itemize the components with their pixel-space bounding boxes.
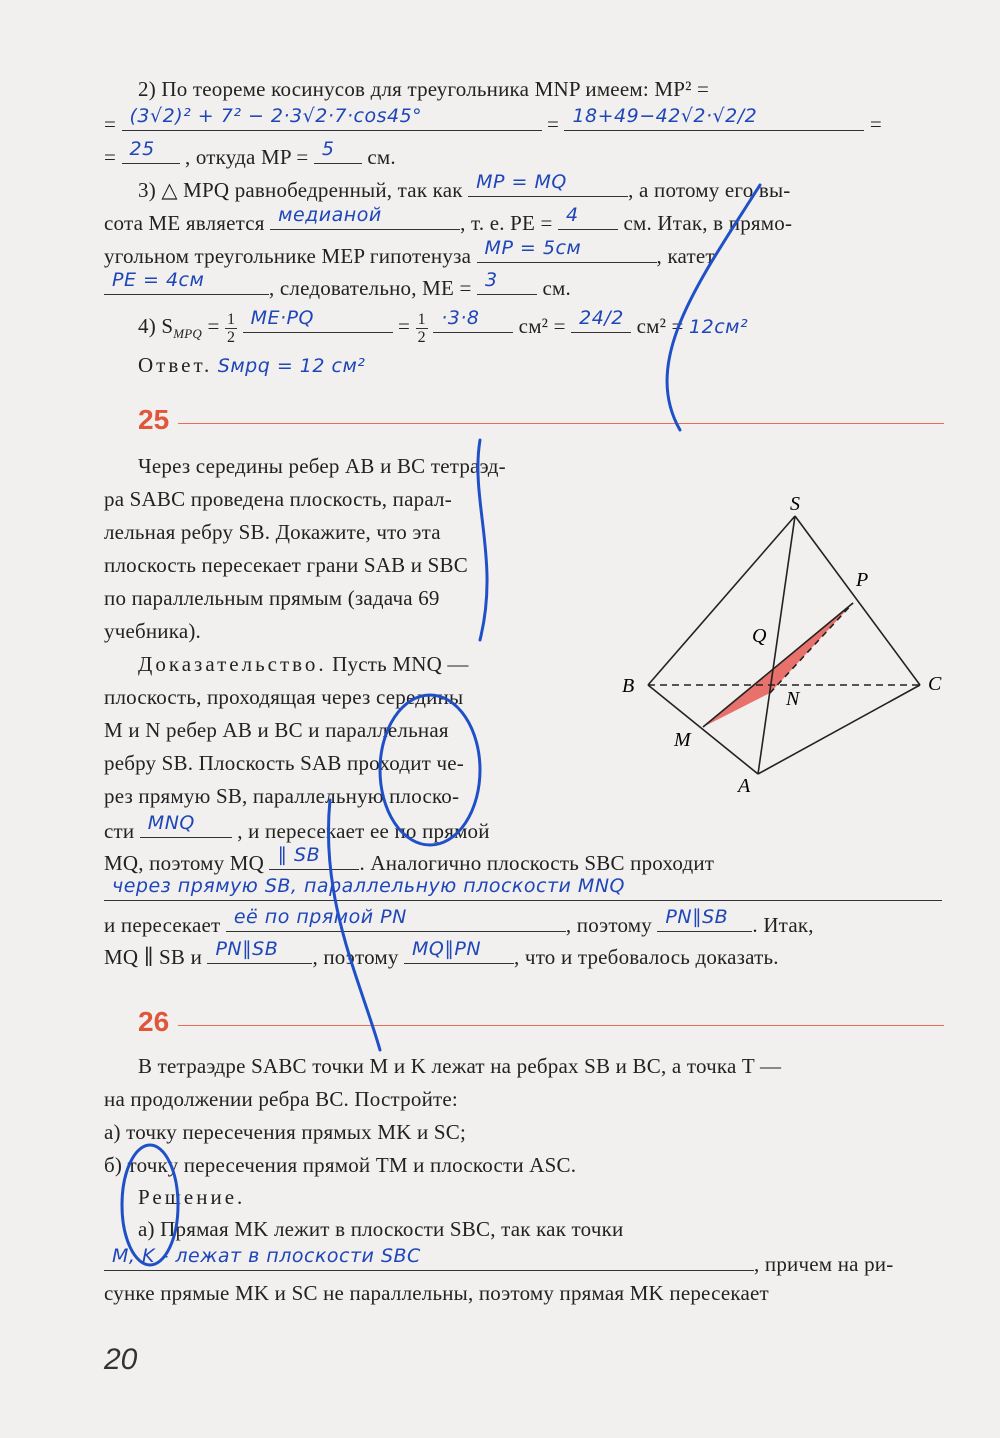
fraction-half [416, 311, 428, 346]
solution-label: Решение. [138, 1185, 246, 1209]
ex24-line-1: 2) По теореме косинусов для треугольника MNP имеем: MP² = [138, 77, 710, 101]
label-n: N [786, 688, 800, 710]
eq-blank [468, 171, 628, 197]
handwritten-points: M, K - лежат в плоскости SBC [112, 1245, 421, 1267]
header-rule [178, 423, 944, 424]
pnsb-blank [207, 938, 312, 964]
ex26-line-a2 [104, 1245, 894, 1277]
text-line: ра SABC проведена плоскость, парал- [104, 487, 452, 511]
header-rule [178, 1025, 944, 1026]
text: MQ, поэтому MQ [104, 851, 265, 875]
hyp-blank [477, 237, 657, 263]
text: , т. е. PE = [460, 211, 553, 235]
text: . Аналогично плоскость SBC проходит [359, 851, 715, 875]
ex26-line-a: а) Прямая MK лежит в плоскости SBC, так как точки [138, 1217, 624, 1241]
handwritten-calc-3: ·3·8 [441, 307, 480, 329]
text-line: на продолжении ребра BC. Постройте: [104, 1087, 458, 1111]
ex24-line-2 [104, 105, 882, 137]
text-line: ребру SB. Плоскость SAB проходит че- [104, 751, 464, 775]
text-line: рез прямую SB, параллельную плоско- [104, 784, 460, 808]
text: . Итак, [752, 913, 814, 937]
segment-mp [703, 603, 853, 727]
text: , поэтому [565, 913, 652, 937]
text: сти [104, 819, 135, 843]
handwritten-area: 12см² [689, 316, 749, 338]
proof-label: Доказательство. [138, 652, 327, 676]
proof-line-sti [104, 812, 490, 844]
mp2-blank [122, 138, 180, 164]
ex24-line-5 [104, 204, 793, 236]
text: см. Итак, в прямо- [623, 211, 793, 235]
label-p: P [856, 569, 869, 591]
text: , причем на ри- [754, 1252, 894, 1276]
formula-blank [243, 307, 393, 333]
text: , следовательно, ME = [269, 276, 472, 300]
ex26-line-last: сунке прямые MK и SC не параллельны, поэтому прямая MK пересекает [104, 1281, 769, 1305]
calc4-blank [571, 307, 631, 333]
tetrahedron-figure [600, 490, 960, 810]
text-line: по параллельным прямым (задача 69 [104, 586, 440, 610]
handwritten-answer: Sмрq = 12 см² [217, 355, 366, 377]
handwritten-calc: (3√2)² + 7² − 2·3√2·7·cos45° [129, 105, 423, 127]
proof-line-through [104, 875, 942, 907]
ex24-answer [138, 352, 365, 379]
equals-sign: = [104, 112, 117, 136]
mnq-blank [140, 812, 232, 838]
proof-line-mq [104, 844, 715, 876]
handwritten-pe: 4 [566, 204, 579, 226]
text: см² = [518, 314, 566, 338]
text-line: учебника). [104, 619, 201, 643]
label-a: A [738, 775, 751, 797]
text: Пусть MNQ — [332, 652, 469, 676]
along-blank [226, 906, 566, 932]
text-line: а) точку пересечения прямых MK и SC; [104, 1120, 467, 1144]
handwritten-pnsb: PN∥SB [215, 938, 279, 960]
handwritten-calc-2: 18+49−42√2·√2/2 [572, 105, 758, 127]
answer-label: Ответ. [138, 353, 213, 377]
text: см. [542, 276, 571, 300]
ex24-line-4 [138, 171, 791, 203]
handwritten-mp: 5 [321, 138, 335, 160]
ex24-line-8: 4) $S_{MPQ}$ = $\frac{1}{2}$ ME·PQ = $\frac{1}{2}$ ·3·8 см² = 24/2 см² = 12см² [138, 307, 749, 346]
frac-top: 1 [417, 310, 426, 328]
mqpn-blank [404, 938, 514, 964]
proof-line-final [104, 938, 779, 970]
handwritten-median: медианой [278, 204, 382, 226]
page-number: 20 [104, 1343, 138, 1376]
text-line: плоскость пересекает грани SAB и SBC [104, 553, 468, 577]
text-line: M и N ребер AB и BC и параллельная [104, 718, 449, 742]
ex24-line-7 [104, 269, 571, 301]
handwritten-calc-4: 24/2 [579, 307, 624, 329]
median-blank [270, 204, 460, 230]
exercise-number: 26 [138, 1006, 170, 1037]
text-line: В тетраэдре SABC точки M и K лежат на ребрах SB и BC, а точка T — [138, 1054, 782, 1078]
me-blank [477, 269, 537, 295]
handwritten-formula: ME·PQ [250, 307, 314, 329]
equals-sign: = [869, 112, 882, 136]
handwritten-hyp: MP = 5см [484, 237, 582, 259]
calc-blank [122, 105, 542, 131]
handwritten-mp2: 25 [129, 138, 155, 160]
handwritten-mqpn: MQ∥PN [412, 938, 482, 960]
handwritten-eq: MP = MQ [476, 171, 567, 193]
frac-top: 1 [226, 310, 236, 328]
proof-line-1 [138, 651, 469, 677]
text: , и пересекает ее по прямой [237, 819, 490, 843]
pn-blank [657, 906, 752, 932]
exercise-number: 25 [138, 404, 170, 435]
handwritten-mq: ∥ SB [277, 844, 321, 866]
mq-blank [269, 844, 359, 870]
edge-sb [648, 516, 795, 685]
text-line: плоскость, проходящая через середины [104, 685, 464, 709]
handwritten-me: 3 [484, 269, 498, 291]
text: , а потому его вы- [628, 178, 791, 202]
label-b: B [622, 675, 635, 697]
cat-blank [104, 269, 269, 295]
text: MQ ∥ SB и [104, 945, 203, 969]
equals-sign: = [104, 145, 117, 169]
label-m: M [674, 729, 691, 751]
calc-blank-2 [564, 105, 864, 131]
text-line: лельная ребру SB. Докажите, что эта [104, 520, 441, 544]
handwritten-cat: PE = 4см [112, 269, 205, 291]
text-line: Через середины ребер AB и BC тетраэд- [138, 454, 506, 478]
subscript: MPQ [173, 326, 202, 342]
handwritten-mnq: MNQ [147, 812, 195, 834]
text: , катет [656, 244, 715, 268]
text-line: б) точку пересечения прямой TM и плоскости ASC. [104, 1153, 577, 1177]
mp-blank [314, 138, 362, 164]
exercise-26-header [138, 1006, 944, 1046]
ex24-line-6 [104, 237, 715, 269]
edge-ac [758, 685, 920, 774]
proof-line-cross [104, 906, 814, 938]
points-blank [104, 1245, 754, 1271]
text: , что и требовалось доказать. [514, 945, 779, 969]
text: см² = [636, 314, 684, 338]
pe-blank [558, 204, 618, 230]
ex26-solution-label [138, 1184, 245, 1210]
handwritten-pn: PN∥SB [665, 906, 729, 928]
through-blank [104, 875, 942, 901]
handwritten-through: через прямую SB, параллельную плоскости MNQ [112, 875, 625, 897]
frac-bottom: 2 [226, 328, 236, 346]
text: см. [367, 145, 396, 169]
text: угольном треугольнике MEP гипотенуза [104, 244, 472, 268]
text: сота ME является [104, 211, 265, 235]
text: и пересекает [104, 913, 221, 937]
text: , откуда MP = [184, 145, 309, 169]
ex24-line-3 [104, 138, 396, 170]
text: 4) S [138, 314, 174, 338]
text: , поэтому [312, 945, 399, 969]
text: 3) △ MPQ равнобедренный, так как [138, 178, 463, 202]
handwritten-along: её по прямой PN [233, 906, 407, 928]
label-q: Q [752, 625, 767, 647]
equals-sign: = [546, 112, 559, 136]
frac-bottom: 2 [417, 328, 426, 346]
fraction-half [225, 311, 237, 346]
edge-sc [795, 516, 920, 685]
label-s: S [790, 493, 800, 515]
label-c: C [928, 673, 942, 695]
exercise-25-header [138, 404, 944, 444]
calc3-blank [433, 307, 513, 333]
